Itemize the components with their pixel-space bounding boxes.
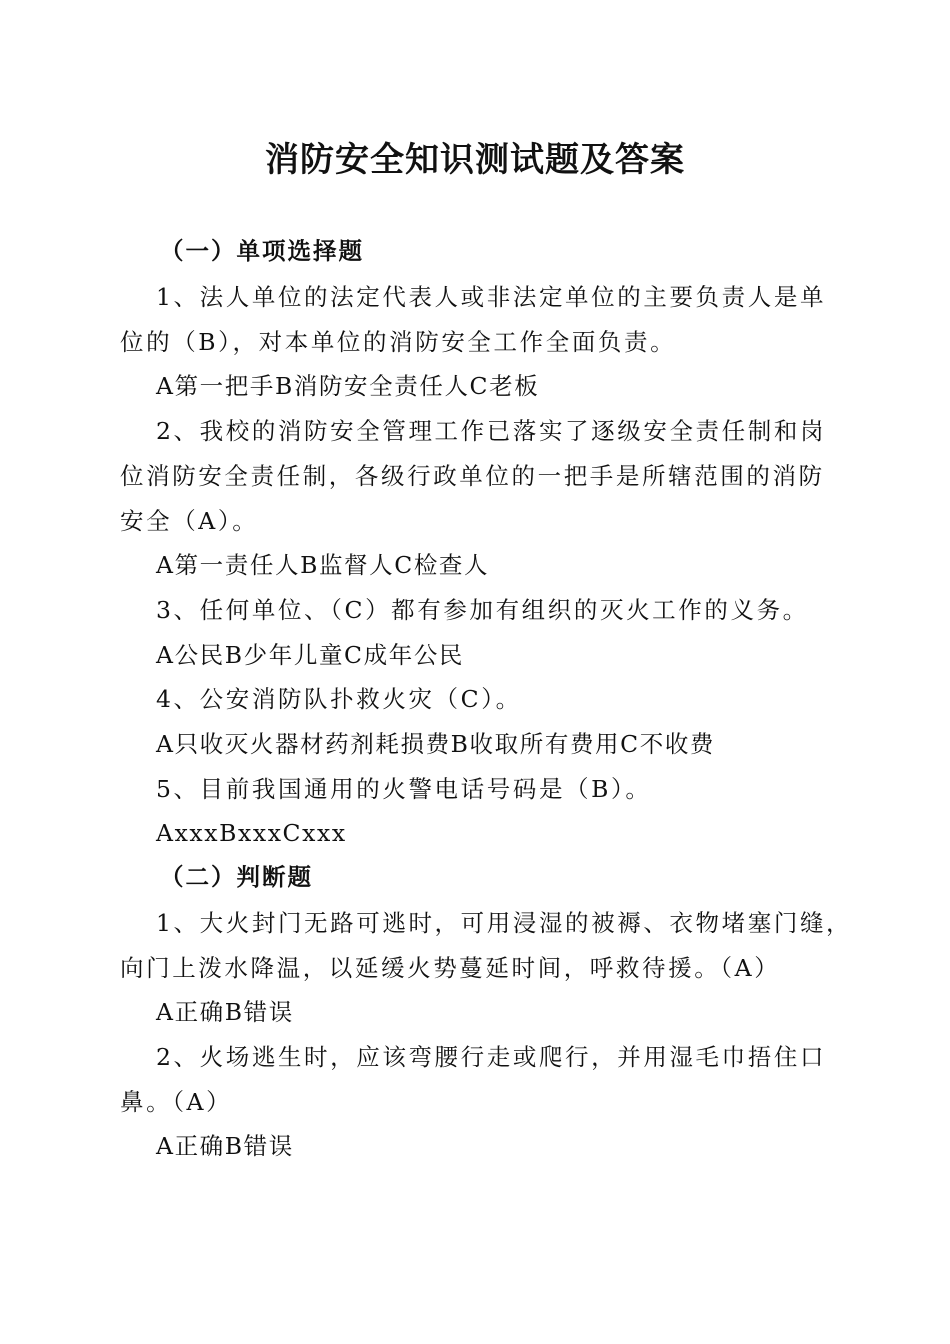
- question-2-line-2: 位消防安全责任制，各级行政单位的一把手是所辖范围的消防: [120, 462, 825, 490]
- tf-question-1-options: A正确B错误: [156, 998, 294, 1026]
- question-2-line-1: 2、我校的消防安全管理工作已落实了逐级安全责任制和岗: [156, 417, 827, 445]
- tf-question-1-line-1: 1、大火封门无路可逃时，可用浸湿的被褥、衣物堵塞门缝，: [156, 909, 853, 937]
- tf-question-2-options: A正确B错误: [156, 1132, 294, 1160]
- question-5-options: AxxxBxxxCxxx: [156, 819, 347, 847]
- question-3-options: A公民B少年儿童C成年公民: [156, 641, 465, 669]
- question-4-options: A只收灭火器材药剂耗损费B收取所有费用C不收费: [156, 730, 716, 758]
- question-1-line-2: 位的（B），对本单位的消防安全工作全面负责。: [120, 328, 677, 356]
- tf-question-2-line-2: 鼻。（A）: [120, 1088, 233, 1116]
- document-title: 消防安全知识测试题及答案: [265, 140, 685, 180]
- tf-question-2-line-1: 2、火场逃生时，应该弯腰行走或爬行，并用湿毛巾捂住口: [156, 1043, 827, 1071]
- question-2-options: A第一责任人B监督人C检查人: [156, 551, 490, 579]
- question-4-line-1: 4、公安消防队扑救火灾（C）。: [156, 685, 522, 713]
- section-heading-single-choice: （一）单项选择题: [160, 237, 364, 265]
- section-heading-true-false: （二）判断题: [160, 863, 313, 891]
- question-2-line-3: 安全（A）。: [120, 507, 259, 535]
- question-3-line-1: 3、任何单位、（C）都有参加有组织的灭火工作的义务。: [156, 596, 809, 624]
- tf-question-1-line-2: 向门上泼水降温，以延缓火势蔓延时间，呼救待援。（A）: [120, 954, 781, 982]
- question-1-options: A第一把手B消防安全责任人C老板: [156, 372, 540, 400]
- question-5-line-1: 5、目前我国通用的火警电话号码是（B）。: [156, 775, 652, 803]
- question-1-line-1: 1、法人单位的法定代表人或非法定单位的主要负责人是单: [156, 283, 827, 311]
